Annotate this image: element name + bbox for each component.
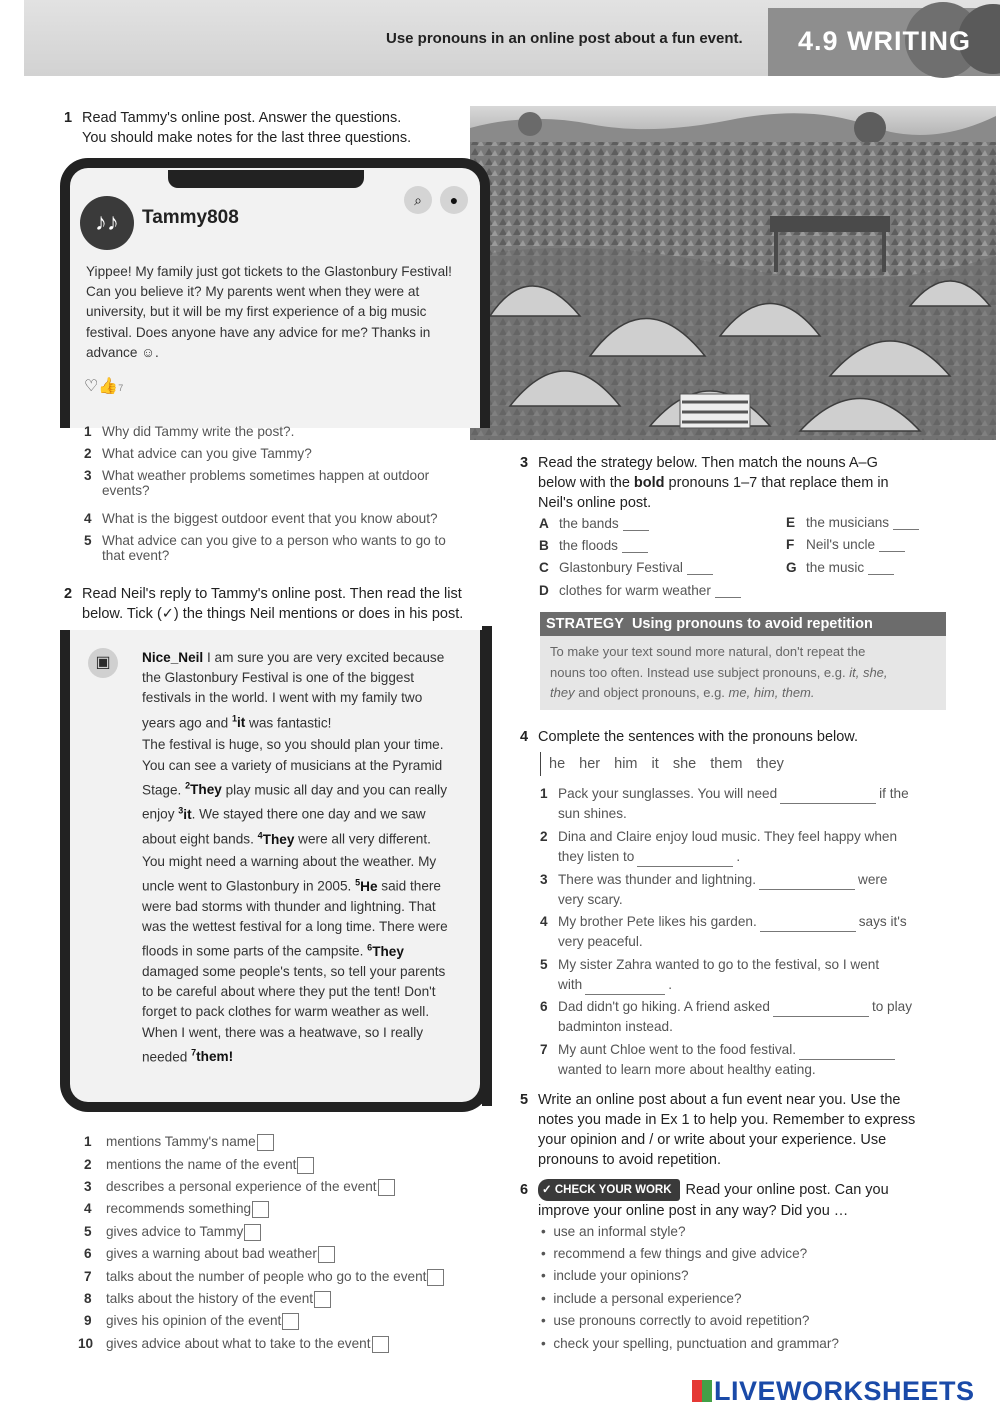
- tick-box[interactable]: [257, 1134, 274, 1151]
- tick-box[interactable]: [372, 1336, 389, 1353]
- ex6-number: 6: [520, 1182, 529, 1198]
- answer-blank[interactable]: [585, 994, 665, 995]
- noun-option: G the music: [786, 560, 894, 575]
- checklist-bullet: • use an informal style?: [541, 1224, 686, 1239]
- noun-option: D clothes for warm weather: [539, 583, 741, 598]
- answer-blank[interactable]: [780, 803, 876, 804]
- tick-box[interactable]: [318, 1246, 335, 1263]
- answer-blank[interactable]: [879, 551, 905, 552]
- tick-box[interactable]: [427, 1269, 444, 1286]
- pronoun-bank: he her him it she them they: [540, 752, 784, 776]
- sentence-item: 7 My aunt Chloe went to the food festival. wanted to learn more about healthy eating.: [540, 1040, 898, 1080]
- ex6-instruction: 6 ✓ CHECK YOUR WORK Read your online post. Can you improve your online post in any way? Did you …: [520, 1179, 889, 1221]
- strategy-title: Using pronouns to avoid repetition: [631, 616, 873, 632]
- answer-blank[interactable]: [637, 866, 733, 867]
- list-item: 3 What weather problems sometimes happen at outdoor events?: [84, 468, 430, 498]
- sentence-item: 2 Dina and Claire enjoy loud music. They feel happy when they listen to .: [540, 827, 897, 867]
- sentence-item: 1 Pack your sunglasses. You will need if the sun shines.: [540, 786, 909, 821]
- phone-edge: [482, 626, 492, 1106]
- liveworksheets-brand[interactable]: [692, 1376, 975, 1407]
- checklist-item: 9 gives his opinion of the event: [84, 1313, 299, 1330]
- answer-blank[interactable]: [687, 574, 713, 575]
- answer-blank[interactable]: [868, 574, 894, 575]
- list-item: 4 What is the biggest outdoor event that you know about?: [84, 511, 438, 526]
- checklist-item: 6 gives a warning about bad weather: [84, 1246, 335, 1263]
- robot-avatar-icon: ▣: [88, 648, 118, 678]
- checklist-bullet: • include your opinions?: [541, 1268, 689, 1283]
- checklist-bullet: • include a personal experience?: [541, 1291, 742, 1306]
- neil-username: Nice_Neil: [142, 650, 204, 665]
- noun-option: E the musicians: [786, 515, 919, 530]
- strategy-label: STRATEGY: [546, 616, 624, 632]
- check-your-work-badge: ✓ CHECK YOUR WORK: [538, 1179, 680, 1201]
- ex2-instruction: [64, 584, 463, 624]
- ex2-number: 2: [64, 586, 73, 602]
- checklist-item: 5 gives advice to Tammy: [84, 1224, 261, 1241]
- tick-box[interactable]: [378, 1179, 395, 1196]
- strategy-header: [540, 612, 946, 636]
- like-icon: [84, 376, 123, 396]
- tick-box[interactable]: [244, 1224, 261, 1241]
- answer-blank[interactable]: [715, 597, 741, 598]
- tick-box[interactable]: [297, 1157, 314, 1174]
- answer-blank[interactable]: [760, 931, 856, 932]
- sentence-item: 3 There was thunder and lightning. were very scary.: [540, 872, 888, 907]
- noun-option: A the bands: [539, 516, 649, 531]
- festival-photo: [470, 106, 996, 440]
- ex3-number: 3: [520, 455, 529, 471]
- checklist-item: 3 describes a personal experience of the event: [84, 1179, 395, 1196]
- music-note-icon: ♪♪: [80, 196, 134, 250]
- ex1-number: 1: [64, 110, 73, 126]
- sentence-item: 4 My brother Pete likes his garden. says it's very peaceful.: [540, 914, 907, 949]
- like-count: 7: [118, 383, 124, 393]
- answer-blank[interactable]: [799, 1059, 895, 1060]
- checklist-item: 8 talks about the history of the event: [84, 1291, 331, 1308]
- like-glyph: ♡👍: [84, 378, 119, 395]
- checklist-item: 1 mentions Tammy's name: [84, 1134, 274, 1151]
- phone-notch: [168, 170, 364, 188]
- answer-blank[interactable]: [773, 1016, 869, 1017]
- tammy-username: Tammy808: [142, 207, 239, 228]
- ex4-number: 4: [520, 729, 529, 745]
- list-item: 2 What advice can you give Tammy?: [84, 446, 312, 461]
- sentence-item: 6 Dad didn't go hiking. A friend asked to play badminton instead.: [540, 999, 912, 1034]
- noun-option: B the floods: [539, 538, 648, 553]
- ex5-instruction: 5 Write an online post about a fun event near you. Use the notes you made in Ex 1 to help you. Remember to express your opinion and / or write about your experience. Use pronouns to avoid repetition.: [520, 1092, 916, 1168]
- checklist-item: 10 gives advice about what to take to the event: [78, 1336, 389, 1353]
- search-icon: ⌕: [404, 186, 432, 214]
- answer-blank[interactable]: [759, 889, 855, 890]
- noun-option: F Neil's uncle: [786, 537, 905, 552]
- tick-box[interactable]: [282, 1313, 299, 1330]
- ex5-number: 5: [520, 1092, 529, 1108]
- strategy-text: To make your text sound more natural, don't repeat the nouns too often. Instead use subject pronouns, e.g. it, she, they and object pronouns, e.g. me, him, them.: [540, 636, 946, 710]
- ex1-instruction: [64, 108, 411, 148]
- ex4-instruction: 4 Complete the sentences with the pronouns below.: [520, 729, 859, 745]
- tammy-post-text: Yippee! My family just got tickets to the Glastonbury Festival! Can you believe it? My parents went when they were at university, but it will be my first experience of a big music festival. Does anyone have any advice for me? Thanks in advance ☺.: [86, 264, 452, 360]
- lesson-objective: Use pronouns in an online post about a fun event.: [386, 30, 743, 47]
- list-item: 1 Why did Tammy write the post?.: [84, 424, 295, 439]
- checklist-bullet: • check your spelling, punctuation and grammar?: [541, 1336, 839, 1351]
- checklist-item: 2 mentions the name of the event: [84, 1157, 314, 1174]
- checklist-bullet: • recommend a few things and give advice?: [541, 1246, 808, 1261]
- ex2-instruction-line1: Read Neil's reply to Tammy's online post. Then read the list: [82, 586, 462, 602]
- answer-blank[interactable]: [622, 552, 648, 553]
- checklist-item: 4 recommends something: [84, 1201, 269, 1218]
- chat-bubble-icon: ●: [440, 186, 468, 214]
- sentence-item: 5 My sister Zahra wanted to go to the festival, so I went with .: [540, 955, 879, 995]
- neil-post-text: Nice_Neil I am sure you are very excited because the Glastonbury Festival is one of the biggest festivals in the world. I went with my family two years ago and $^1$it was fantastic! The festival is huge, so you should plan your time. You can see a variety of musicians at the Pyramid Stage. $^2$They play music all day and you can really enjoy $^3$it. We stayed there one day and we saw about eight bands. $^4$They were all very different. You might need a warning about the weather. My uncle went to Glastonbury in 2005. $^5$He said there were bad storms with thunder and lightning. That was the wettest festival for a long time. There were floods in some parts of the campsite. $^6$They damaged some people's tents, so tell your parents to be careful about where they put the tent! Don't forget to pack clothes for warm weather as well. When I went, there was a heatwave, so I really needed $^7$them!: [142, 650, 448, 1065]
- ex1-instruction-line1: Read Tammy's online post. Answer the questions.: [82, 110, 402, 126]
- tick-box[interactable]: [314, 1291, 331, 1308]
- tick-box[interactable]: [252, 1201, 269, 1218]
- section-title: 4.9 WRITING: [798, 26, 972, 56]
- checklist-item: 7 talks about the number of people who go to the event: [84, 1269, 444, 1286]
- answer-blank[interactable]: [893, 529, 919, 530]
- list-item: 5 What advice can you give to a person who wants to go to that event?: [84, 533, 446, 563]
- ex1-instruction-line2: You should make notes for the last three questions.: [82, 130, 412, 146]
- ex2-instruction-line2: below. Tick (✓) the things Neil mentions or does in his post.: [82, 606, 464, 622]
- brand-text: LIVEWORKSHEETS: [714, 1376, 975, 1406]
- checklist-bullet: • use pronouns correctly to avoid repetition?: [541, 1313, 810, 1328]
- liveworksheets-logo-icon: [692, 1380, 712, 1402]
- festival-tents-illustration: [470, 106, 996, 440]
- noun-option: C Glastonbury Festival: [539, 560, 713, 575]
- answer-blank[interactable]: [623, 530, 649, 531]
- ex3-instruction: 3 Read the strategy below. Then match the nouns A–G below with the bold pronouns 1–7 that replace them in Neil's online post.: [520, 455, 889, 511]
